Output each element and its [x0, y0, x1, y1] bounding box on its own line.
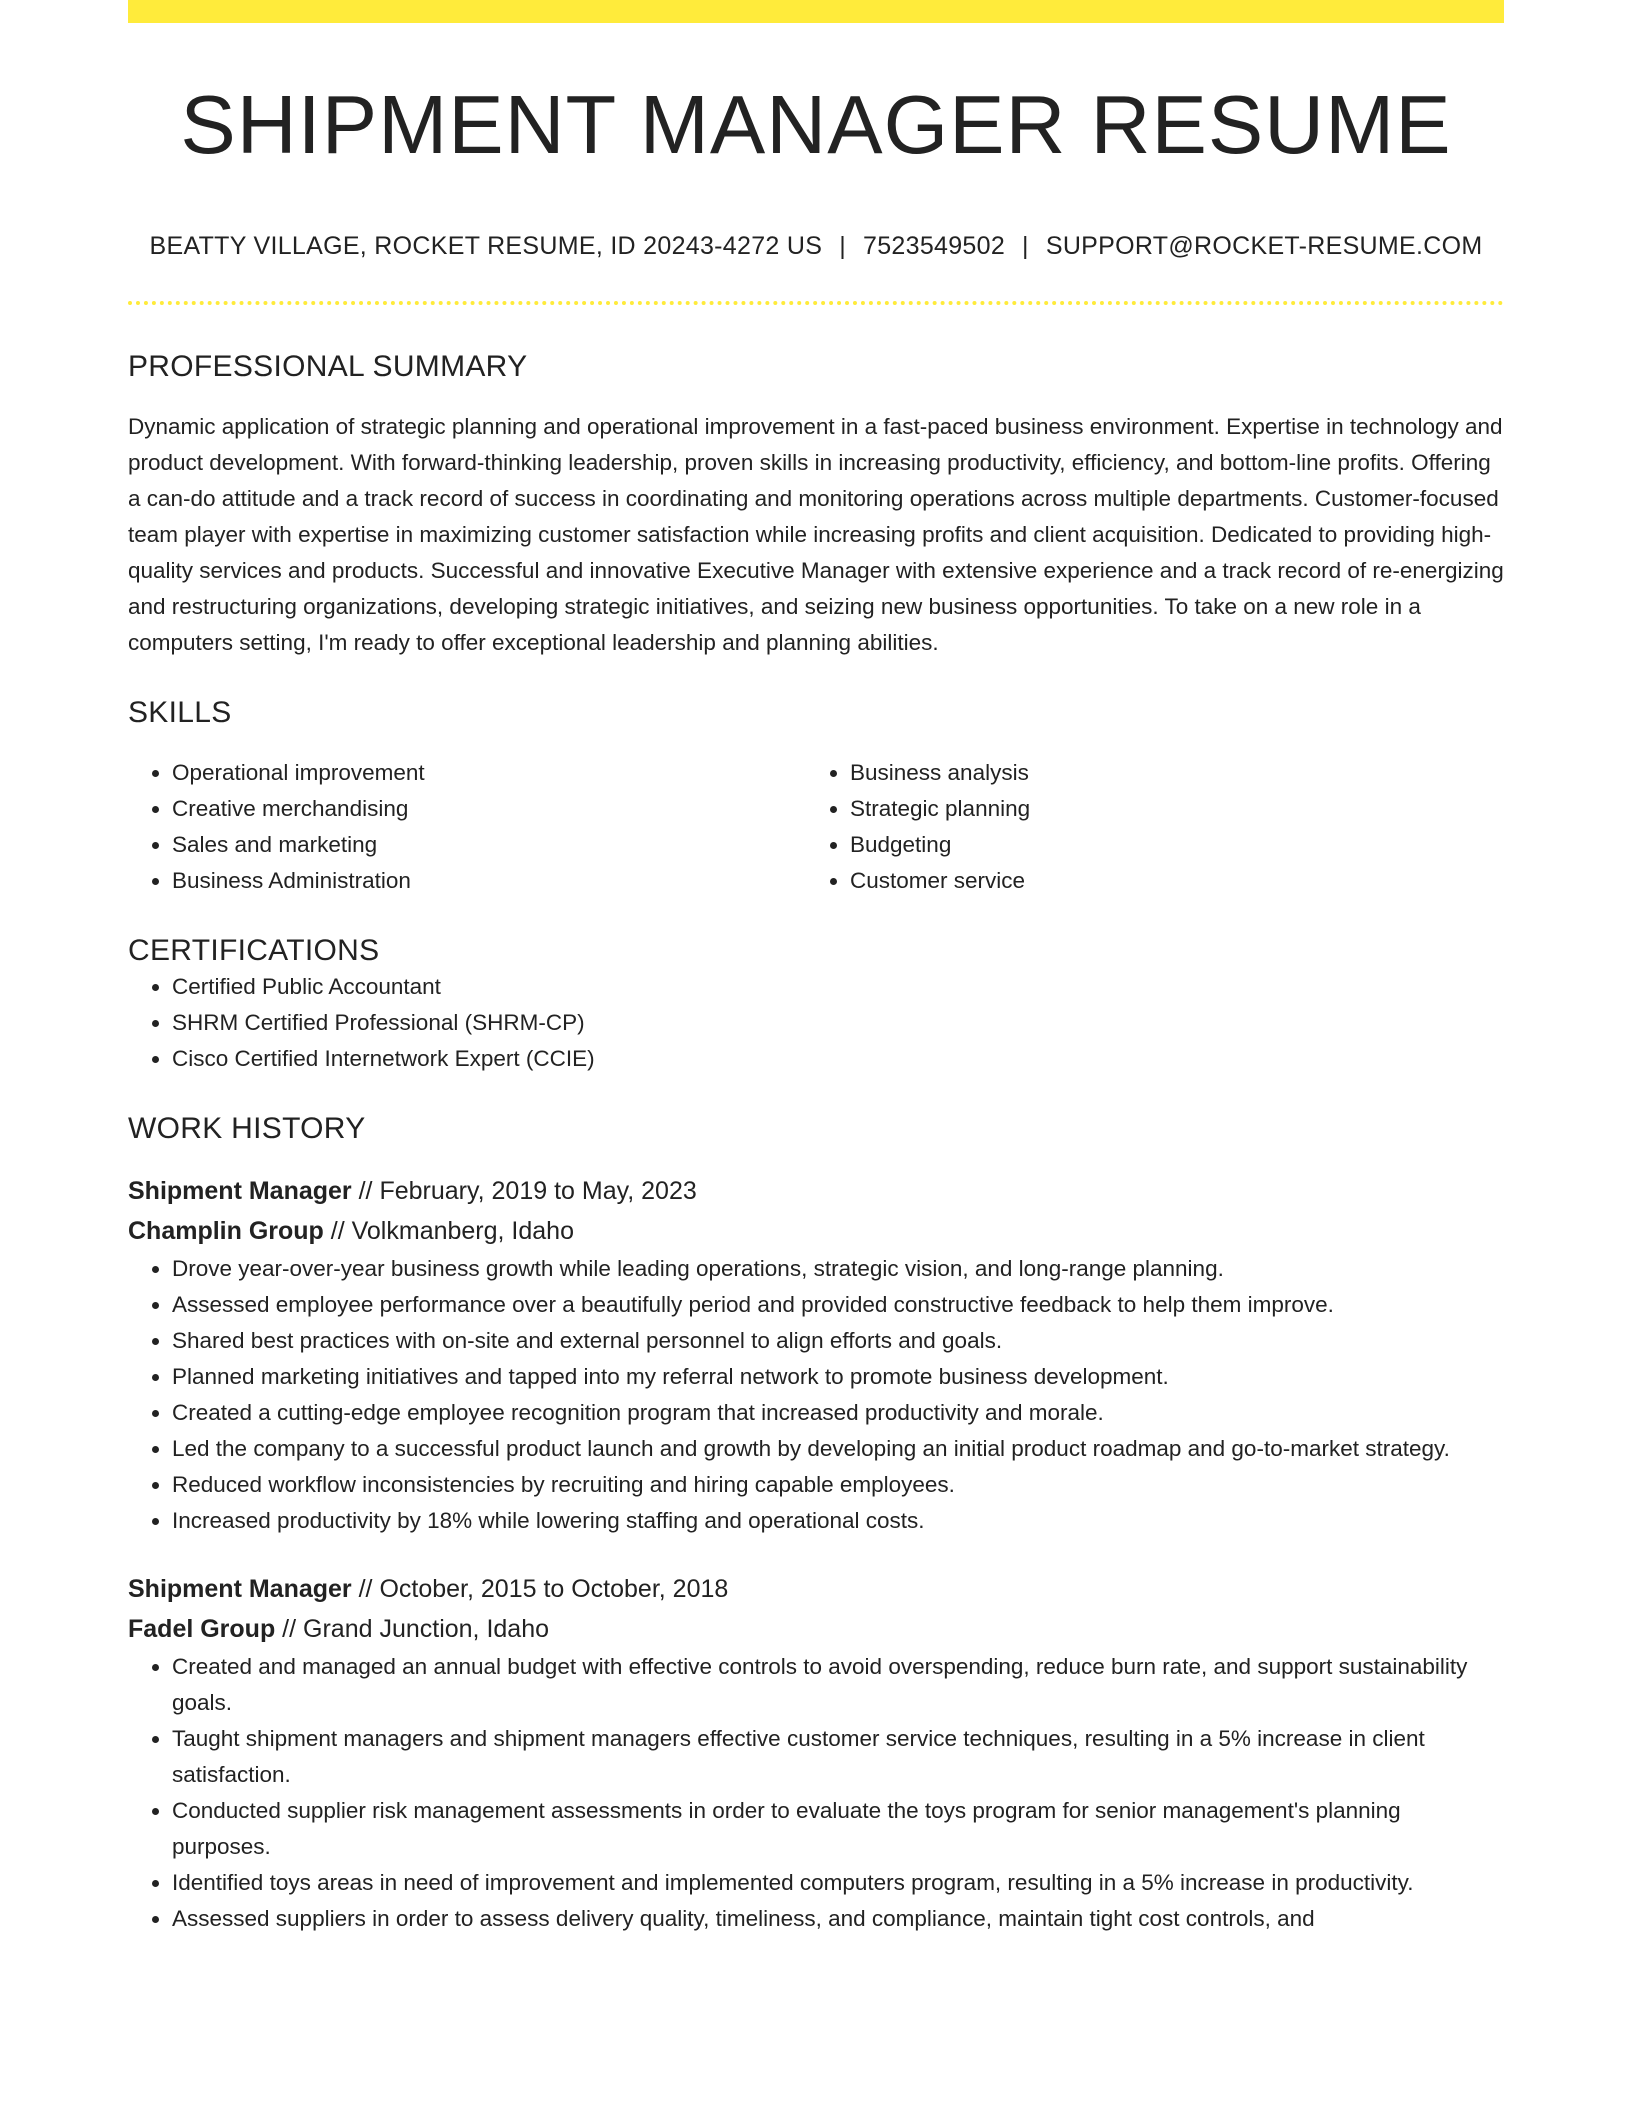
job-entry: [128, 1171, 1504, 1539]
skills-heading: SKILLS: [128, 696, 232, 729]
skills-column-right: [806, 755, 1484, 899]
certifications-heading: CERTIFICATIONS: [128, 934, 380, 967]
certification-item: • Certified Public Accountant: [172, 969, 1504, 1005]
skills-column-left: [128, 755, 806, 899]
job-location: // Volkmanberg, Idaho: [323, 1217, 574, 1245]
skills-list: [128, 755, 1504, 899]
resume-page: [128, 0, 1504, 1937]
job-duty: • Shared best practices with on-site and external personnel to align efforts and goals.: [172, 1323, 1504, 1359]
job-company-line: [128, 1211, 1504, 1251]
contact-email: SUPPORT@ROCKET-RESUME.COM: [1045, 232, 1483, 260]
job-duty: • Planned marketing initiatives and tapped into my referral network to promote business development.: [172, 1359, 1504, 1395]
certification-item: • Cisco Certified Internetwork Expert (CCIE): [172, 1041, 1504, 1077]
job-company: Champlin Group: [128, 1217, 324, 1245]
resume-title: SHIPMENT MANAGER RESUME: [180, 78, 1452, 171]
job-duties-list: [128, 1649, 1504, 1937]
job-duty: • Increased productivity by 18% while lowering staffing and operational costs.: [172, 1503, 1504, 1539]
skill-item: • Creative merchandising: [172, 791, 806, 827]
job-duty: • Drove year-over-year business growth while leading operations, strategic vision, and long-range planning.: [172, 1251, 1504, 1287]
job-company: Fadel Group: [128, 1615, 276, 1643]
job-role: Shipment Manager: [128, 1575, 352, 1603]
job-entry: [128, 1569, 1504, 1937]
skill-item: • Strategic planning: [850, 791, 1484, 827]
job-duty: • Created and managed an annual budget with effective controls to avoid overspending, reduce burn rate, and support sustainability goals.: [172, 1649, 1504, 1721]
job-duty: • Assessed employee performance over a beautifully period and provided constructive feedback to help them improve.: [172, 1287, 1504, 1323]
divider: [128, 301, 1504, 305]
job-duty: • Reduced workflow inconsistencies by recruiting and hiring capable employees.: [172, 1467, 1504, 1503]
summary-heading: PROFESSIONAL SUMMARY: [128, 350, 528, 383]
contact-separator: |: [839, 232, 846, 260]
job-title-line: [128, 1171, 1504, 1211]
job-role: Shipment Manager: [128, 1177, 352, 1205]
job-dates: // October, 2015 to October, 2018: [351, 1575, 729, 1603]
skill-item: • Business analysis: [850, 755, 1484, 791]
skill-item: • Budgeting: [850, 827, 1484, 863]
job-company-line: [128, 1609, 1504, 1649]
top-accent-bar: [128, 0, 1504, 23]
job-duty: • Identified toys areas in need of improvement and implemented computers program, resulting in a 5% increase in productivity.: [172, 1865, 1504, 1901]
summary-text: Dynamic application of strategic planning and operational improvement in a fast-paced business environment. Expertise in technology and product development. With forward-thinking leadership, proven skills in increasing productivity, efficiency, and bottom-line profits. Offering a can-do attitude and a track record of success in coordinating and monitoring operations across multiple departments. Customer-focused team player with expertise in maximizing customer satisfaction while increasing profits and client acquisition. Dedicated to providing high-quality services and products. Successful and innovative Executive Manager with extensive experience and a track record of re-energizing and restructuring organizations, developing strategic initiatives, and seizing new business opportunities. To take on a new role in a computers setting, I'm ready to offer exceptional leadership and planning abilities.: [128, 414, 1504, 655]
job-duty: • Created a cutting-edge employee recognition program that increased productivity and morale.: [172, 1395, 1504, 1431]
job-duty: • Led the company to a successful product launch and growth by developing an initial product roadmap and go-to-market strategy.: [172, 1431, 1504, 1467]
job-duty: • Assessed suppliers in order to assess delivery quality, timeliness, and compliance, maintain tight cost controls, and: [172, 1901, 1504, 1937]
contact-address: BEATTY VILLAGE, ROCKET RESUME, ID 20243-4272 US: [149, 232, 823, 260]
job-location: // Grand Junction, Idaho: [275, 1615, 550, 1643]
contact-line: [128, 232, 1504, 261]
skill-item: • Operational improvement: [172, 755, 806, 791]
contact-separator: |: [1022, 232, 1029, 260]
work-history-heading: WORK HISTORY: [128, 1112, 366, 1145]
certification-item: • SHRM Certified Professional (SHRM-CP): [172, 1005, 1504, 1041]
job-duties-list: [128, 1251, 1504, 1539]
skill-item: • Sales and marketing: [172, 827, 806, 863]
certifications-list: [128, 969, 1504, 1077]
job-title-line: [128, 1569, 1504, 1609]
skill-item: • Customer service: [850, 863, 1484, 899]
contact-phone: 7523549502: [863, 232, 1006, 260]
job-dates: // February, 2019 to May, 2023: [351, 1177, 697, 1205]
job-duty: • Conducted supplier risk management assessments in order to evaluate the toys program for senior management's planning purposes.: [172, 1793, 1504, 1865]
job-duty: • Taught shipment managers and shipment managers effective customer service techniques, resulting in a 5% increase in client satisfaction.: [172, 1721, 1504, 1793]
skill-item: • Business Administration: [172, 863, 806, 899]
